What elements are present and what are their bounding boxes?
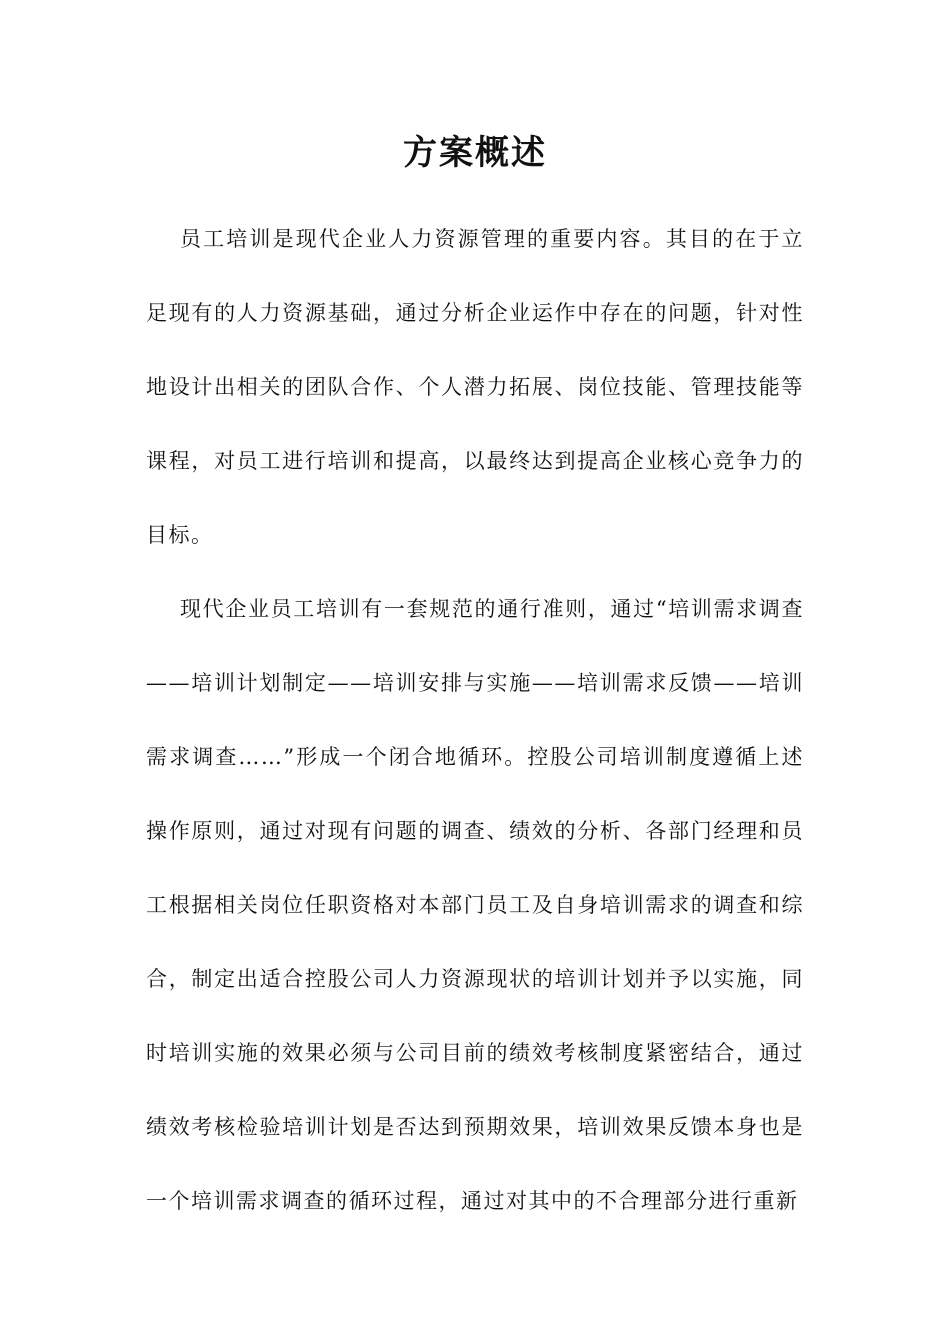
paragraph-2: 现代企业员工培训有一套规范的通行准则，通过“培训需求调查——培训计划制定——培训安排与实施——培训需求反馈——培训需求调查……”形成一个闭合地循环。控股公司培训制度遵循上述操作原则，通过对现有问题的调查、绩效的分析、各部门经理和员工根据相关岗位任职资格对本部门员工及自身培训需求的调查和综合，制定出适合控股公司人力资源现状的培训计划并予以实施，同时培训实施的效果必须与公司目前的绩效考核制度紧密结合，通过绩效考核检验培训计划是否达到预期效果，培训效果反馈本身也是一个培训需求调查的循环过程，通过对其中的不合理部分进行重新 [146, 597, 804, 1213]
page-title: 方案概述 [403, 133, 547, 173]
paragraph-1: 员工培训是现代企业人力资源管理的重要内容。其目的在于立足现有的人力资源基础，通过分析企业运作中存在的问题，针对性地设计出相关的团队合作、个人潜力拓展、岗位技能、管理技能等课程，对员工进行培训和提高，以最终达到提高企业核心竞争力的目标。 [146, 227, 804, 547]
document-body [146, 202, 804, 1238]
